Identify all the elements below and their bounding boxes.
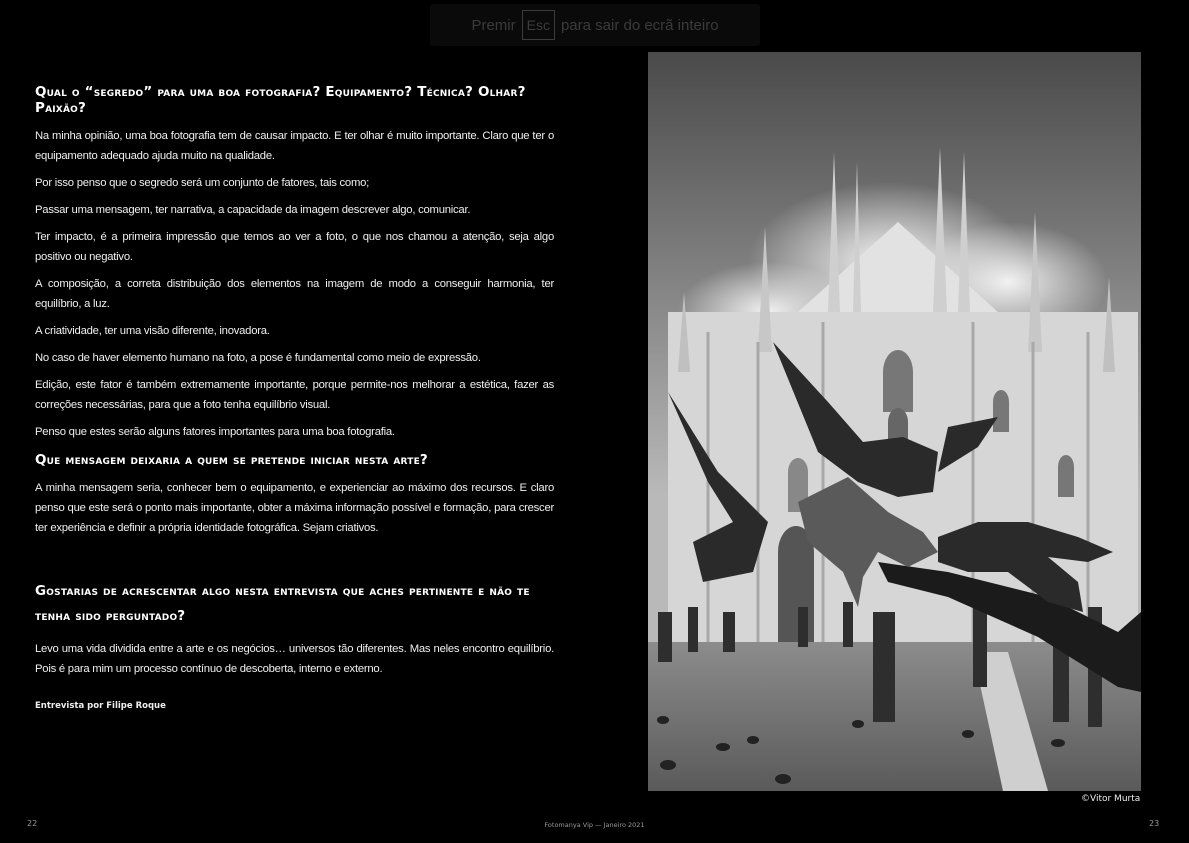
paragraph: A criatividade, ter uma visão diferente, inovadora. xyxy=(35,325,270,337)
section-message xyxy=(35,452,554,545)
page-number-right: 23 xyxy=(1149,819,1160,828)
section-additional xyxy=(35,579,554,686)
paragraph: Na minha opinião, uma boa fotografia tem de causar impacto. E ter olhar é muito importante. Claro que ter o equipamento adequado ajuda muito na qualidade. xyxy=(35,130,554,162)
footer-publication: Fotomanya Vip — Janeiro 2021 xyxy=(544,821,645,829)
section-title: Gostarias de acrescentar algo nesta entrevista que aches pertinente e não te tenha sido perguntado? xyxy=(35,583,530,624)
paragraph: A minha mensagem seria, conhecer bem o equipamento, e experienciar ao máximo dos recursos. E claro penso que este será o ponto mais importante, obter a máxima informação possível e formação, para crescer ter experiência e definir a própria identidade fotográfica. Sejam criativos. xyxy=(35,482,554,534)
esc-key-hint: Esc xyxy=(522,10,555,40)
paragraph: Ter impacto, é a primeira impressão que temos ao ver a foto, o que nos chamou a atenção, seja algo positivo ou negativo. xyxy=(35,231,554,263)
fullscreen-notice-after: para sair do ecrã inteiro xyxy=(560,16,719,34)
fullscreen-notice xyxy=(430,4,760,46)
paragraph: Passar uma mensagem, ter narrativa, a capacidade da imagem descrever algo, comunicar. xyxy=(35,204,471,216)
paragraph: Levo uma vida dividida entre a arte e os negócios… universos tão diferentes. Mas neles encontro equilíbrio. Pois é para mim um processo contínuo de descoberta, interno e externo. xyxy=(35,643,554,675)
interview-credit: Entrevista por Filipe Roque xyxy=(35,701,166,711)
section-title: Que mensagem deixaria a quem se pretende iniciar nesta arte? xyxy=(35,452,428,468)
paragraph: Edição, este fator é também extremamente importante, porque permite-nos melhorar a estética, fazer as correções necessárias, para que a foto tenha equilíbrio visual. xyxy=(35,379,554,411)
paragraph: Penso que estes serão alguns fatores importantes para uma boa fotografia. xyxy=(35,426,395,438)
cathedral-pigeons-photo xyxy=(648,52,1141,791)
photo-credit: ©Vitor Murta xyxy=(1081,794,1141,804)
paragraph: A composição, a correta distribuição dos elementos na imagem de modo a conseguir harmonia, ter equilíbrio, a luz. xyxy=(35,278,554,310)
section-secret xyxy=(35,84,554,449)
section-title: Qual o “segredo” para uma boa fotografia? Equipamento? Técnica? Olhar? Paixão? xyxy=(35,84,526,116)
paragraph: No caso de haver elemento humano na foto, a pose é fundamental como meio de expressão. xyxy=(35,352,481,364)
paragraph: Por isso penso que o segredo será um conjunto de fatores, tais como; xyxy=(35,177,370,189)
fullscreen-notice-before: Premir xyxy=(471,16,516,34)
page-number-left: 22 xyxy=(27,819,38,828)
